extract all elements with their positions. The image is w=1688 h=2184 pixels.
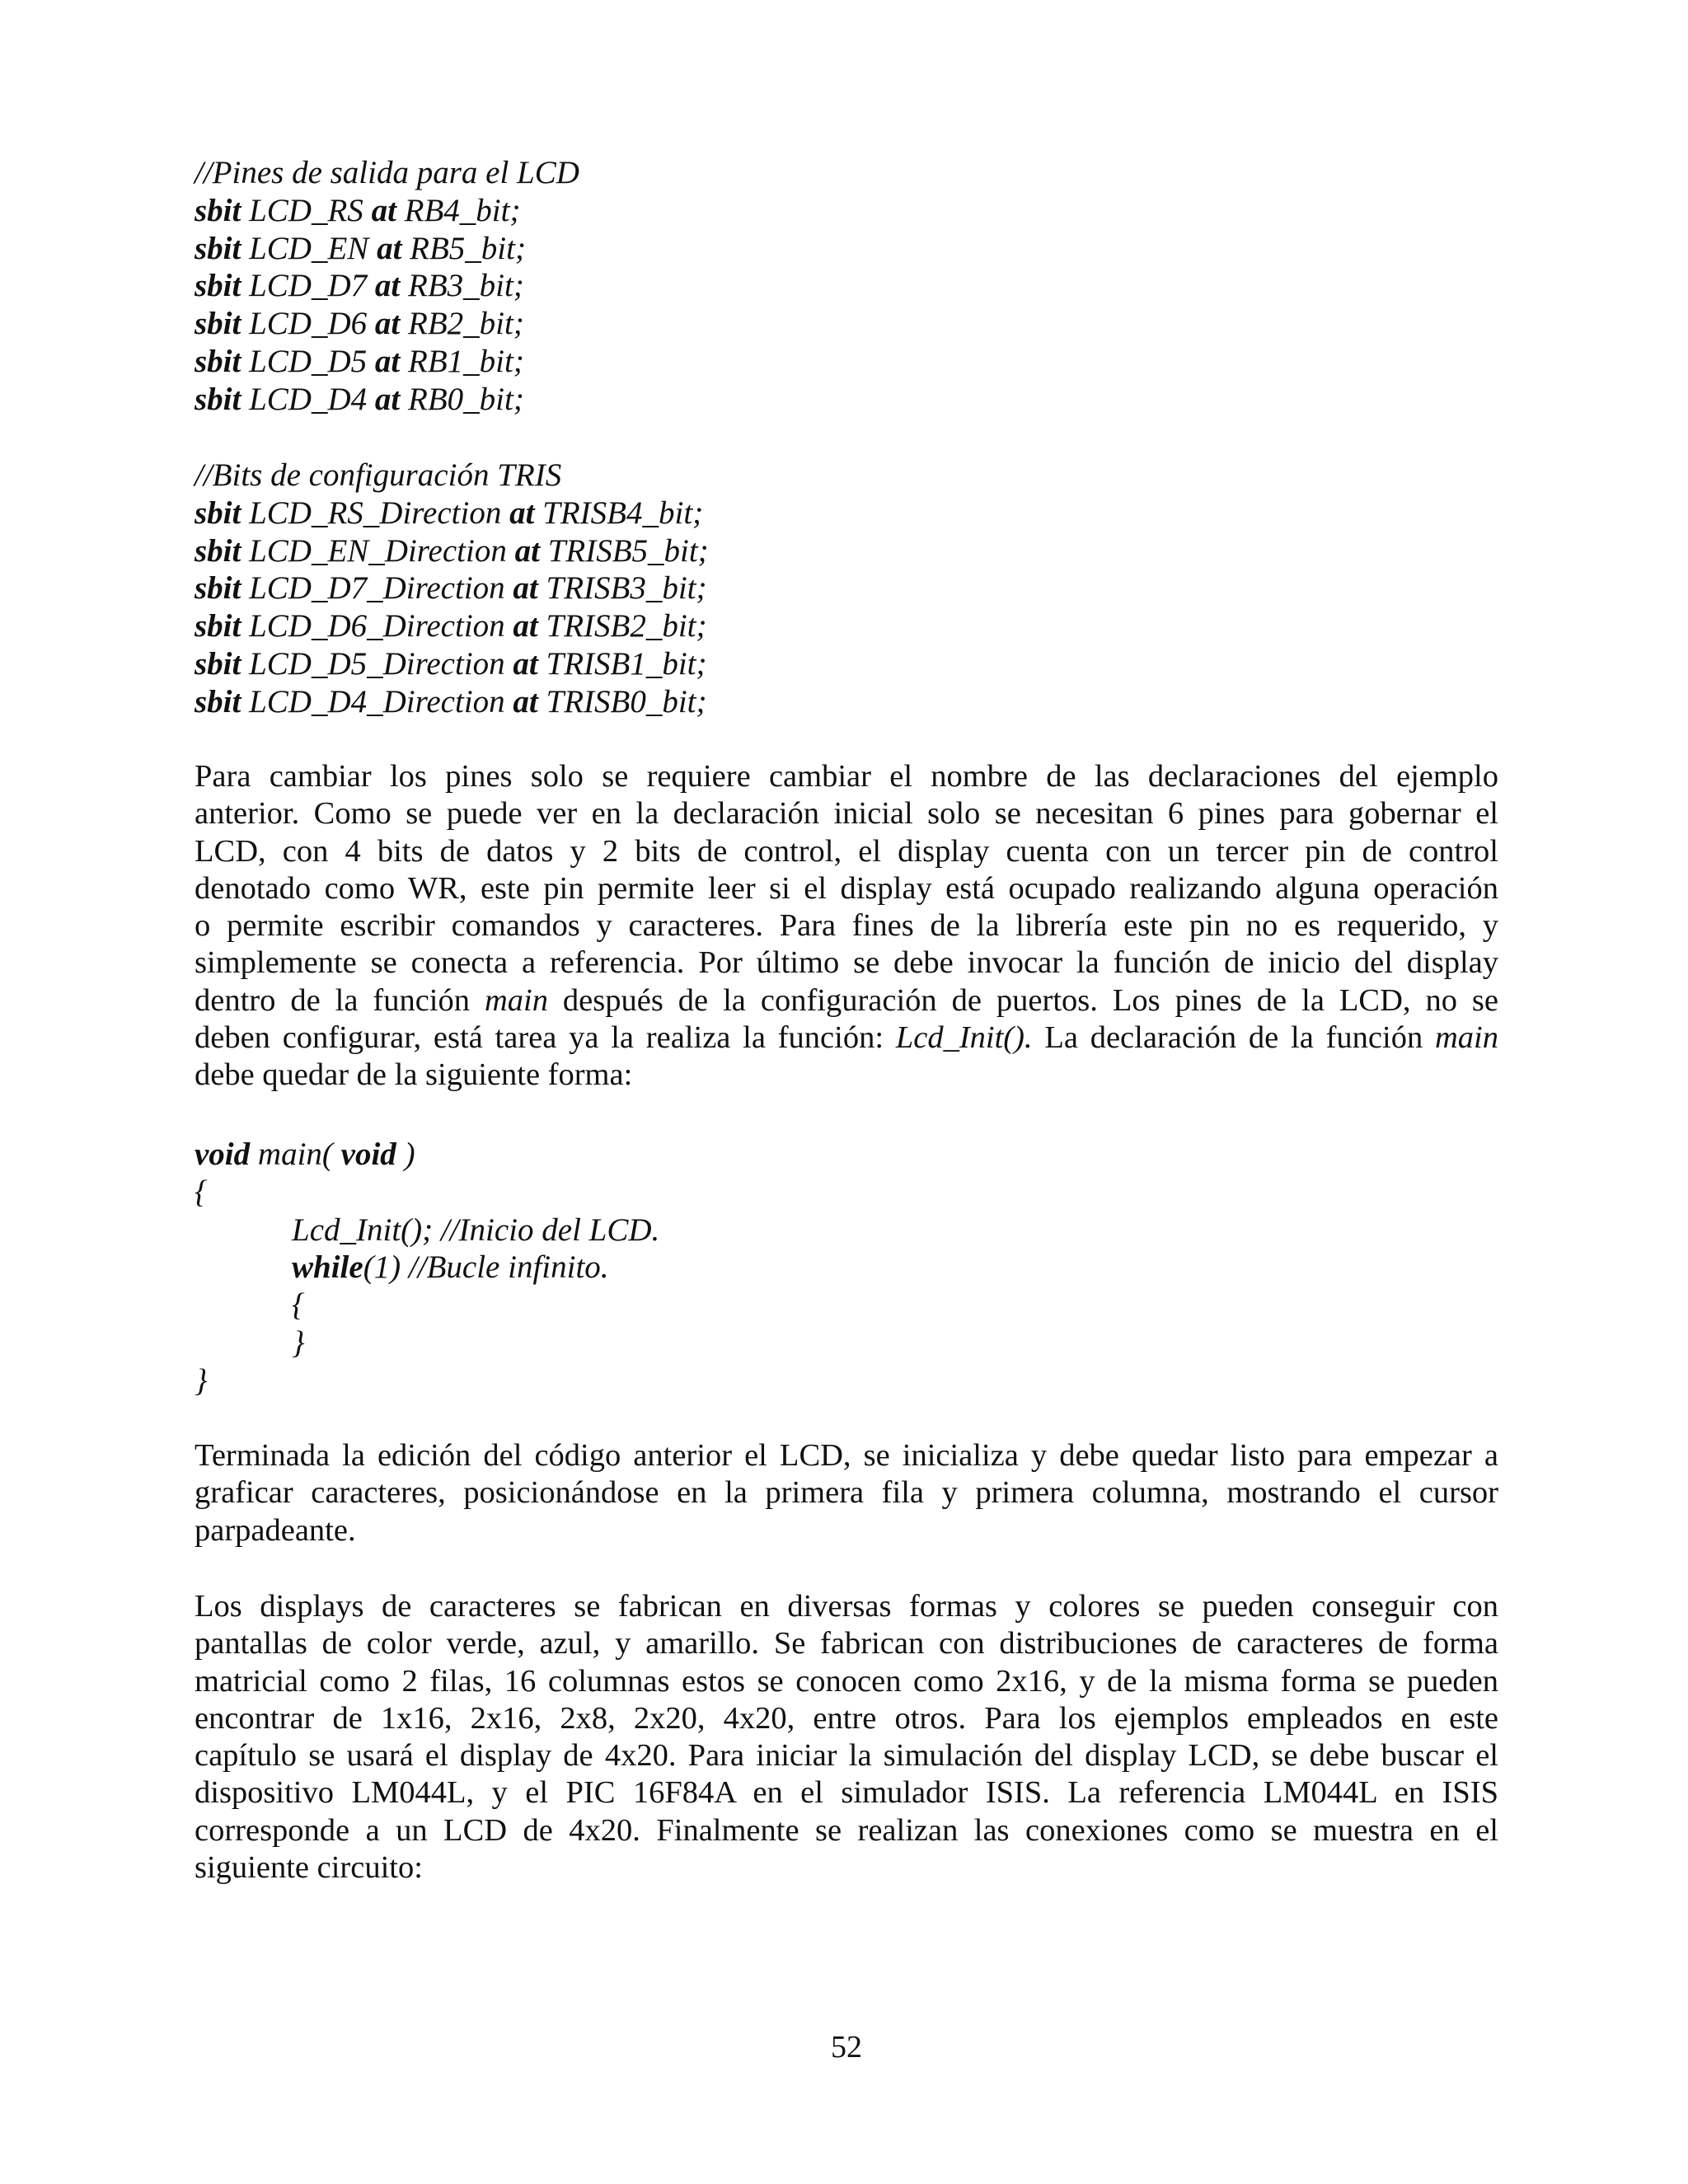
code-keyword: at [377, 230, 402, 266]
code-block-tris [195, 457, 1498, 721]
code-keyword: void [195, 1137, 251, 1172]
code-value: TRISB4_bit; [534, 494, 704, 531]
text-run: La declaración de la función [1032, 1020, 1435, 1056]
code-line [195, 683, 1498, 721]
code-line: } [292, 1324, 305, 1361]
code-line: } [195, 1362, 208, 1399]
code-value: TRISB5_bit; [539, 532, 709, 569]
code-line [195, 532, 1498, 570]
code-line [195, 343, 1498, 381]
inline-code: Lcd_Init(). [895, 1020, 1033, 1056]
inline-code: main [484, 982, 548, 1018]
code-identifier: LCD_RS [241, 192, 372, 228]
code-identifier: LCD_D6_Direction [241, 608, 513, 644]
code-keyword: sbit [195, 343, 241, 379]
code-identifier: LCD_D5_Direction [241, 645, 513, 682]
code-keyword: at [374, 381, 401, 417]
code-value: RB0_bit; [400, 381, 524, 417]
code-keyword: while [292, 1249, 363, 1286]
code-line [195, 230, 1498, 268]
paragraph-lcd-init [195, 1437, 1498, 1549]
paragraph-displays [195, 1588, 1498, 1886]
paragraph-line: Para cambiar los pines solo se requiere cambiar el nombre de las declaraciones del ejemplo [195, 759, 1498, 794]
code-keyword: sbit [195, 494, 241, 531]
code-keyword: at [374, 306, 401, 342]
code-line [195, 645, 1498, 683]
code-line [195, 267, 1498, 305]
code-line [195, 1136, 1498, 1174]
code-identifier: LCD_D5 [241, 343, 375, 379]
code-line [195, 569, 1498, 607]
code-keyword: at [371, 192, 396, 228]
code-line [195, 607, 1498, 645]
code-punctuation: ) [396, 1137, 415, 1172]
paragraph-line: graficar caracteres, posicionándose en la primera fila y primera columna, mostrando el cursor [195, 1475, 1498, 1511]
code-line [195, 381, 1498, 419]
paragraph-line: dispositivo LM044L, y el PIC 16F84A en el simulador ISIS. La referencia LM044L en ISIS [195, 1775, 1498, 1811]
code-keyword: at [513, 683, 538, 719]
paragraph-line: siguiente circuito: [195, 1850, 423, 1886]
code-keyword: sbit [195, 381, 241, 417]
code-keyword: sbit [195, 306, 241, 342]
paragraph-line: Los displays de caracteres se fabrican en diversas formas y colores se pueden conseguir con [195, 1589, 1498, 1624]
code-value: RB2_bit; [400, 306, 524, 342]
code-identifier: LCD_D7 [241, 268, 375, 304]
paragraph-line: LCD, con 4 bits de datos y 2 bits de control, el display cuenta con un tercer pin de control [195, 833, 1498, 869]
text-run: después de la configuración de puertos. Los pines de la LCD, no se [547, 982, 1499, 1018]
document-page [195, 0, 1498, 2184]
paragraph-line: capítulo se usará el display de 4x20. Para iniciar la simulación del display LCD, se debe buscar el [195, 1738, 1498, 1774]
inline-code: main [1435, 1020, 1498, 1056]
code-value: RB5_bit; [401, 230, 526, 266]
code-keyword: void [340, 1137, 396, 1172]
paragraph-line: o permite escribir comandos y caracteres. Para fines de la librería este pin no es requerido, y [195, 908, 1498, 944]
code-comment: //Pines de salida para el LCD [195, 155, 579, 190]
paragraph-line: anterior. Como se puede ver en la declaración inicial solo se necesitan 6 pines para gobernar el [195, 796, 1498, 832]
paragraph-line: encontrar de 1x16, 2x16, 2x8, 2x20, 4x20, entre otros. Para los ejemplos empleados en este [195, 1700, 1498, 1736]
text-run: dentro de la función [195, 982, 485, 1018]
code-keyword: sbit [195, 608, 241, 644]
paragraph-line: simplemente se conecta a referencia. Por último se debe invocar la función de inicio del display [195, 945, 1498, 981]
code-line [195, 192, 1498, 230]
code-identifier: LCD_EN [241, 230, 377, 266]
code-line [195, 1249, 1498, 1286]
paragraph-line: corresponde a un LCD de 4x20. Finalmente se realizan las conexiones como se muestra en el [195, 1812, 1498, 1848]
code-comment: //Bits de configuración TRIS [195, 457, 562, 493]
code-value: TRISB1_bit; [537, 645, 707, 682]
code-value: RB4_bit; [396, 192, 521, 228]
paragraph-line: pantallas de color verde, azul, y amarillo. Se fabrican con distribuciones de caracteres de forma [195, 1626, 1498, 1661]
code-keyword: sbit [195, 230, 241, 266]
code-keyword: at [513, 570, 538, 607]
code-keyword: sbit [195, 570, 241, 607]
code-identifier: LCD_RS_Direction [241, 494, 510, 531]
code-identifier: LCD_D7_Direction [241, 570, 513, 607]
code-keyword: at [513, 608, 538, 644]
text-run: deben configurar, está tarea ya la realiza la función: [195, 1020, 896, 1056]
code-block-pins [195, 154, 1498, 419]
code-identifier: LCD_EN_Direction [241, 532, 515, 569]
code-line [195, 494, 1498, 532]
code-value: TRISB3_bit; [537, 570, 707, 607]
code-keyword: at [514, 532, 540, 569]
code-keyword: at [513, 645, 538, 682]
paragraph-line: debe quedar de la siguiente forma: [195, 1057, 633, 1093]
code-line: { [195, 1174, 208, 1210]
code-identifier: LCD_D4 [241, 381, 375, 417]
paragraph-line: parpadeante. [195, 1512, 356, 1548]
code-keyword: at [509, 494, 535, 531]
paragraph-pin-explanation [195, 758, 1498, 1094]
paragraph-line: Terminada la edición del código anterior el LCD, se inicializa y debe quedar listo para empezar a [195, 1438, 1498, 1473]
code-text: (1) //Bucle infinito. [363, 1249, 609, 1286]
code-value: RB1_bit; [400, 343, 524, 379]
code-keyword: sbit [195, 192, 241, 228]
code-keyword: at [374, 268, 401, 304]
code-identifier: main( [250, 1137, 341, 1172]
code-keyword: sbit [195, 683, 241, 719]
code-identifier: LCD_D6 [241, 306, 375, 342]
paragraph-line [195, 1019, 1498, 1057]
code-line [195, 305, 1498, 343]
code-value: RB3_bit; [400, 268, 524, 304]
page-number: 52 [831, 2030, 862, 2064]
code-keyword: sbit [195, 645, 241, 682]
code-keyword: sbit [195, 268, 241, 304]
code-value: TRISB2_bit; [537, 608, 707, 644]
code-line: Lcd_Init(); //Inicio del LCD. [292, 1212, 660, 1248]
paragraph-line [195, 982, 1498, 1019]
paragraph-line: matricial como 2 filas, 16 columnas estos se conocen como 2x16, y de la misma forma se pueden [195, 1663, 1498, 1699]
code-block-main [195, 1136, 1498, 1400]
code-identifier: LCD_D4_Direction [241, 683, 513, 719]
code-keyword: sbit [195, 532, 241, 569]
paragraph-line: denotado como WR, este pin permite leer si el display está ocupado realizando alguna operación [195, 870, 1498, 906]
code-keyword: at [374, 343, 401, 379]
code-value: TRISB0_bit; [537, 683, 707, 719]
code-line: { [292, 1287, 305, 1324]
